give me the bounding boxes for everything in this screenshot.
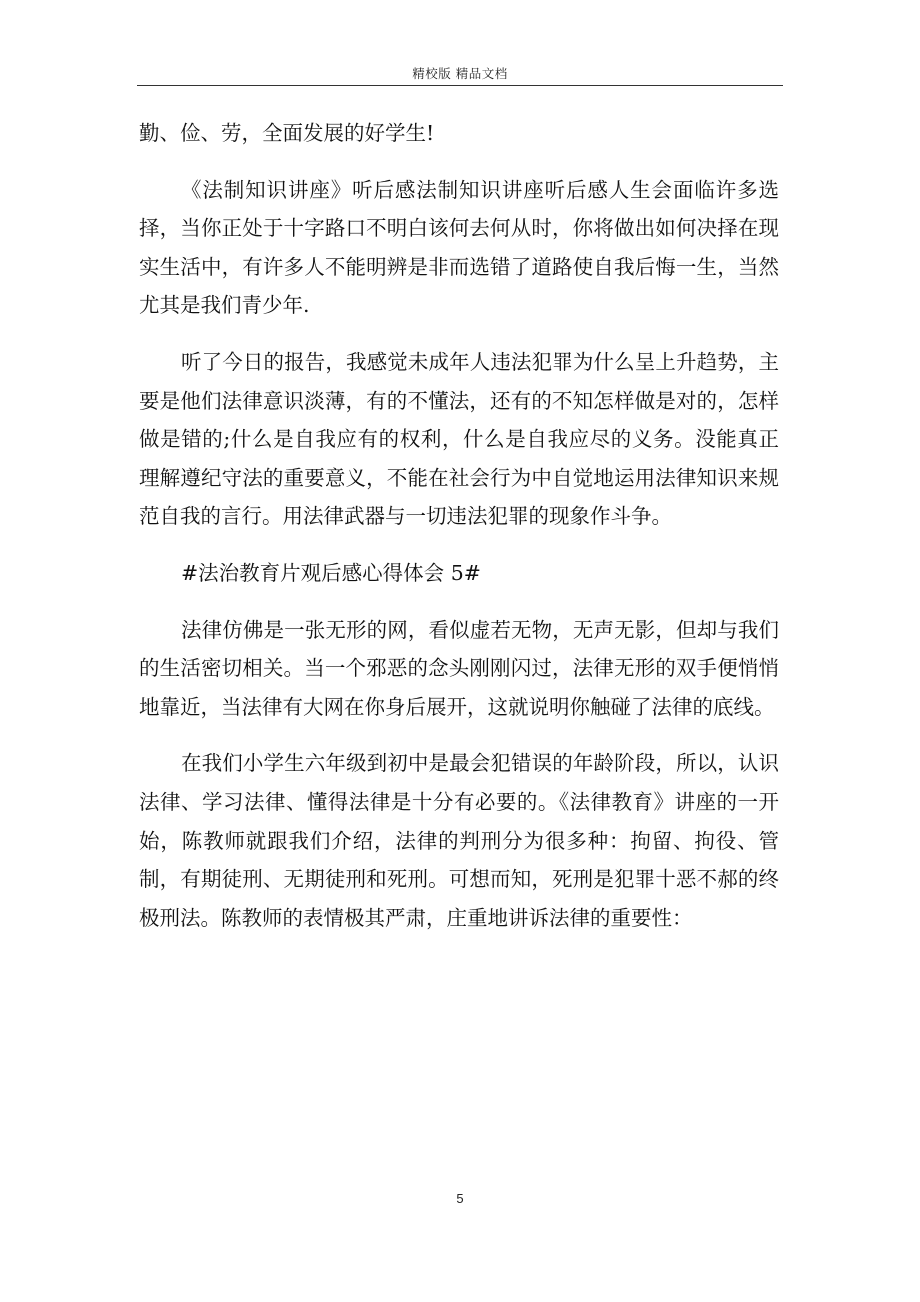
paragraph-continuation: 勤、俭、劳，全面发展的好学生! (139, 121, 435, 145)
paragraph-law-education: 在我们小学生六年级到初中是最会犯错误的年龄阶段，所以，认识法律、学习法律、懂得法律是十分有必要的。《法律教育》讲座的一开始，陈教师就跟我们介绍，法律的判刑分为很多种：拘留、拘役、管制，有期徒刑、无期徒刑和死刑。可想而知，死刑是犯罪十恶不郝的终极刑法。陈教师的表情极其严肃，庄重地讲诉法律的重要性： (139, 751, 779, 930)
document-body (139, 114, 779, 937)
paragraph-report-reflection: 听了今日的报告，我感觉未成年人违法犯罪为什么呈上升趋势，主要是他们法律意识淡薄，有的不懂法，还有的不知怎样做是对的，怎样做是错的;什么是自我应有的权利，什么是自我应尽的义务。没能真正理解遵纪守法的重要意义，不能在社会行为中自觉地运用法律知识来规范自我的言行。用法律武器与一切违法犯罪的现象作斗争。 (139, 349, 779, 529)
page-header: 精校版 精品文档 (412, 66, 508, 81)
page-number: 5 (456, 1191, 464, 1206)
paragraph-lecture-reflection: 《法制知识讲座》听后感法制知识讲座听后感人生会面临许多选择，当你正处于十字路口不明白该何去何从时，你将做出如何决择在现实生活中，有许多人不能明辨是非而选错了道路使自我后悔一生，当然尤其是我们青少年. (139, 177, 779, 318)
section-heading: #法治教育片观后感心得体会 5# (181, 560, 481, 585)
paragraph-law-net: 法律仿佛是一张无形的网，看似虚若无物，无声无影，但却与我们的生活密切相关。当一个邪恶的念头刚刚闪过，法律无形的双手便悄悄地靠近，当法律有大网在你身后展开，这就说明你触碰了法律的底线。 (139, 617, 779, 719)
header-divider (137, 85, 783, 86)
